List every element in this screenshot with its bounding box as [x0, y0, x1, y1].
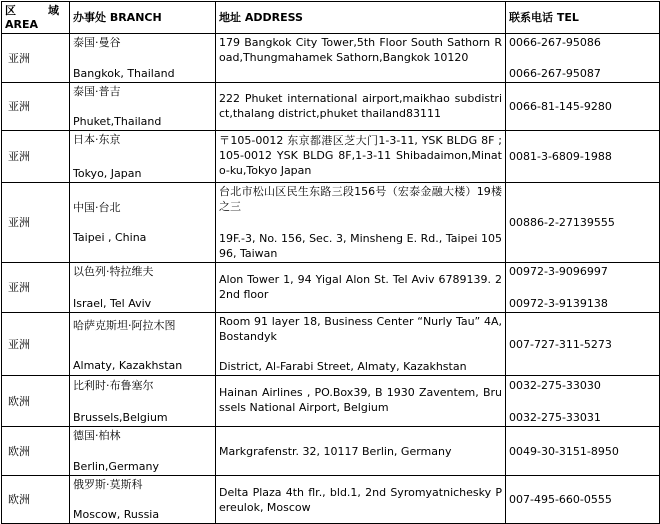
- address-line: 〒105-0012 东京都港区芝大门1-3-11, YSK BLDG 8F ; 105-0012 YSK BLDG 8F,1-3-11 Shibadaimon,Minato-ku,Tokyo Japan: [219, 134, 502, 177]
- tel-cell: [506, 83, 660, 131]
- address-line: Alon Tower 1, 94 Yigal Alon St. Tel Aviv 6789139. 22nd floor: [219, 273, 502, 301]
- address-line-2: District, Al-Farabi Street, Almaty, Kazakhstan: [219, 360, 467, 373]
- area-header: [2, 2, 70, 34]
- address-line-2: 19F.-3, No. 156, Sec. 3, Minsheng E. Rd., Taipei 10596, Taiwan: [219, 232, 502, 260]
- tel-cell: [506, 263, 660, 313]
- tel-number: 00886-2-27139555: [509, 216, 615, 229]
- address-line: Delta Plaza 4th flr., bld.1, 2nd Syromyatnichesky Pereulok, Moscow: [219, 485, 502, 514]
- tel-cell: [506, 34, 660, 83]
- tel-number: 0049-30-3151-8950: [509, 444, 619, 458]
- tel-number: 007-495-660-0555: [509, 493, 612, 506]
- tel-number-2: 0032-275-33031: [509, 411, 601, 424]
- address-cell: [216, 34, 506, 83]
- tel-number-2: 0066-267-95087: [509, 67, 601, 80]
- area-cell: 亚洲: [2, 313, 70, 376]
- tel-cell: [506, 376, 660, 427]
- address-line: Markgrafenstr. 32, 10117 Berlin, Germany: [219, 444, 452, 458]
- branch-cn: 哈萨克斯坦·阿拉木图: [73, 319, 176, 332]
- branch-en: Tokyo, Japan: [73, 167, 142, 180]
- address-cell: [216, 263, 506, 313]
- area-cell: 欧洲: [2, 476, 70, 524]
- address-cell: [216, 427, 506, 476]
- tel-number: 00972-3-9096997: [509, 265, 608, 278]
- table-row: [2, 83, 660, 131]
- tel-number-2: 00972-3-9139138: [509, 297, 608, 310]
- area-cell: 亚洲: [2, 183, 70, 263]
- branch-cn: 日本·东京: [73, 133, 121, 146]
- branch-cell: [70, 376, 216, 427]
- area-cell: 欧洲: [2, 376, 70, 427]
- tel-number: 007-727-311-5273: [509, 337, 612, 351]
- address-line: Room 91 layer 18, Business Center “Nurly Tau” 4A, Bostandyk: [219, 315, 502, 343]
- branch-en: Almaty, Kazakhstan: [73, 359, 183, 372]
- address-cell: [216, 376, 506, 427]
- table-row: [2, 376, 660, 427]
- branch-cn: 中国·台北: [73, 201, 121, 214]
- branch-cn: 泰国·曼谷: [73, 36, 121, 49]
- address-line: 台北市松山区民生东路三段156号（宏泰金融大楼）19楼之三: [219, 185, 502, 213]
- table-row: [2, 427, 660, 476]
- address-cell: [216, 476, 506, 524]
- branch-cell: [70, 83, 216, 131]
- address-cell: [216, 131, 506, 183]
- address-line: 179 Bangkok City Tower,5th Floor South Sathorn Road,Thungmahamek Sathorn,Bangkok 10120: [219, 36, 502, 64]
- table-row: [2, 313, 660, 376]
- branch-cn: 以色列·特拉维夫: [73, 265, 154, 278]
- area-cell: 欧洲: [2, 427, 70, 476]
- address-line: 222 Phuket international airport,maikhao subdistrict,thalang district,phuket thailand83111: [219, 92, 502, 120]
- branch-office-table: [1, 1, 660, 524]
- table-row: [2, 476, 660, 524]
- address-cell: [216, 313, 506, 376]
- branch-en: Bangkok, Thailand: [73, 67, 175, 80]
- tel-cell: [506, 313, 660, 376]
- tel-header: 联系电话 TEL: [506, 2, 660, 34]
- branch-en: Israel, Tel Aviv: [73, 297, 152, 310]
- branch-cell: [70, 476, 216, 524]
- area-cell: 亚洲: [2, 263, 70, 313]
- tel-cell: [506, 183, 660, 263]
- table-row: [2, 34, 660, 83]
- tel-number: 0032-275-33030: [509, 379, 601, 392]
- branch-cn: 比利时·布鲁塞尔: [73, 379, 154, 392]
- branch-en: Moscow, Russia: [73, 508, 160, 521]
- branch-en: Phuket,Thailand: [73, 115, 162, 128]
- tel-number: 0081-3-6809-1988: [509, 150, 612, 163]
- area-header-cn-1: 区: [5, 3, 16, 17]
- area-header-cn-2: 域: [48, 3, 59, 17]
- table-row: [2, 183, 660, 263]
- area-cell: 亚洲: [2, 83, 70, 131]
- branch-cell: [70, 183, 216, 263]
- tel-cell: [506, 476, 660, 524]
- tel-cell: [506, 427, 660, 476]
- table-header-row: [2, 2, 660, 34]
- area-header-en: AREA: [5, 17, 39, 31]
- branch-header: 办事处 BRANCH: [70, 2, 216, 34]
- table-row: [2, 263, 660, 313]
- branch-cell: [70, 313, 216, 376]
- area-cell: 亚洲: [2, 131, 70, 183]
- area-cell: 亚洲: [2, 34, 70, 83]
- branch-cn: 俄罗斯·莫斯科: [73, 478, 143, 491]
- address-cell: [216, 83, 506, 131]
- address-header: 地址 ADDRESS: [216, 2, 506, 34]
- branch-cn: 德国·柏林: [73, 429, 121, 442]
- branch-en: Berlin,Germany: [73, 460, 159, 473]
- tel-number: 0066-81-145-9280: [509, 100, 612, 113]
- branch-cell: [70, 427, 216, 476]
- branch-en: Taipei , China: [73, 231, 147, 244]
- branch-cn: 泰国·普吉: [73, 85, 121, 98]
- address-cell: [216, 183, 506, 263]
- table-row: [2, 131, 660, 183]
- branch-cell: [70, 34, 216, 83]
- branch-cell: [70, 131, 216, 183]
- tel-cell: [506, 131, 660, 183]
- address-line: Hainan Airlines , PO.Box39, B 1930 Zaventem, Brussels National Airport, Belgium: [219, 386, 502, 414]
- tel-number: 0066-267-95086: [509, 36, 601, 49]
- branch-en: Brussels,Belgium: [73, 411, 168, 424]
- branch-cell: [70, 263, 216, 313]
